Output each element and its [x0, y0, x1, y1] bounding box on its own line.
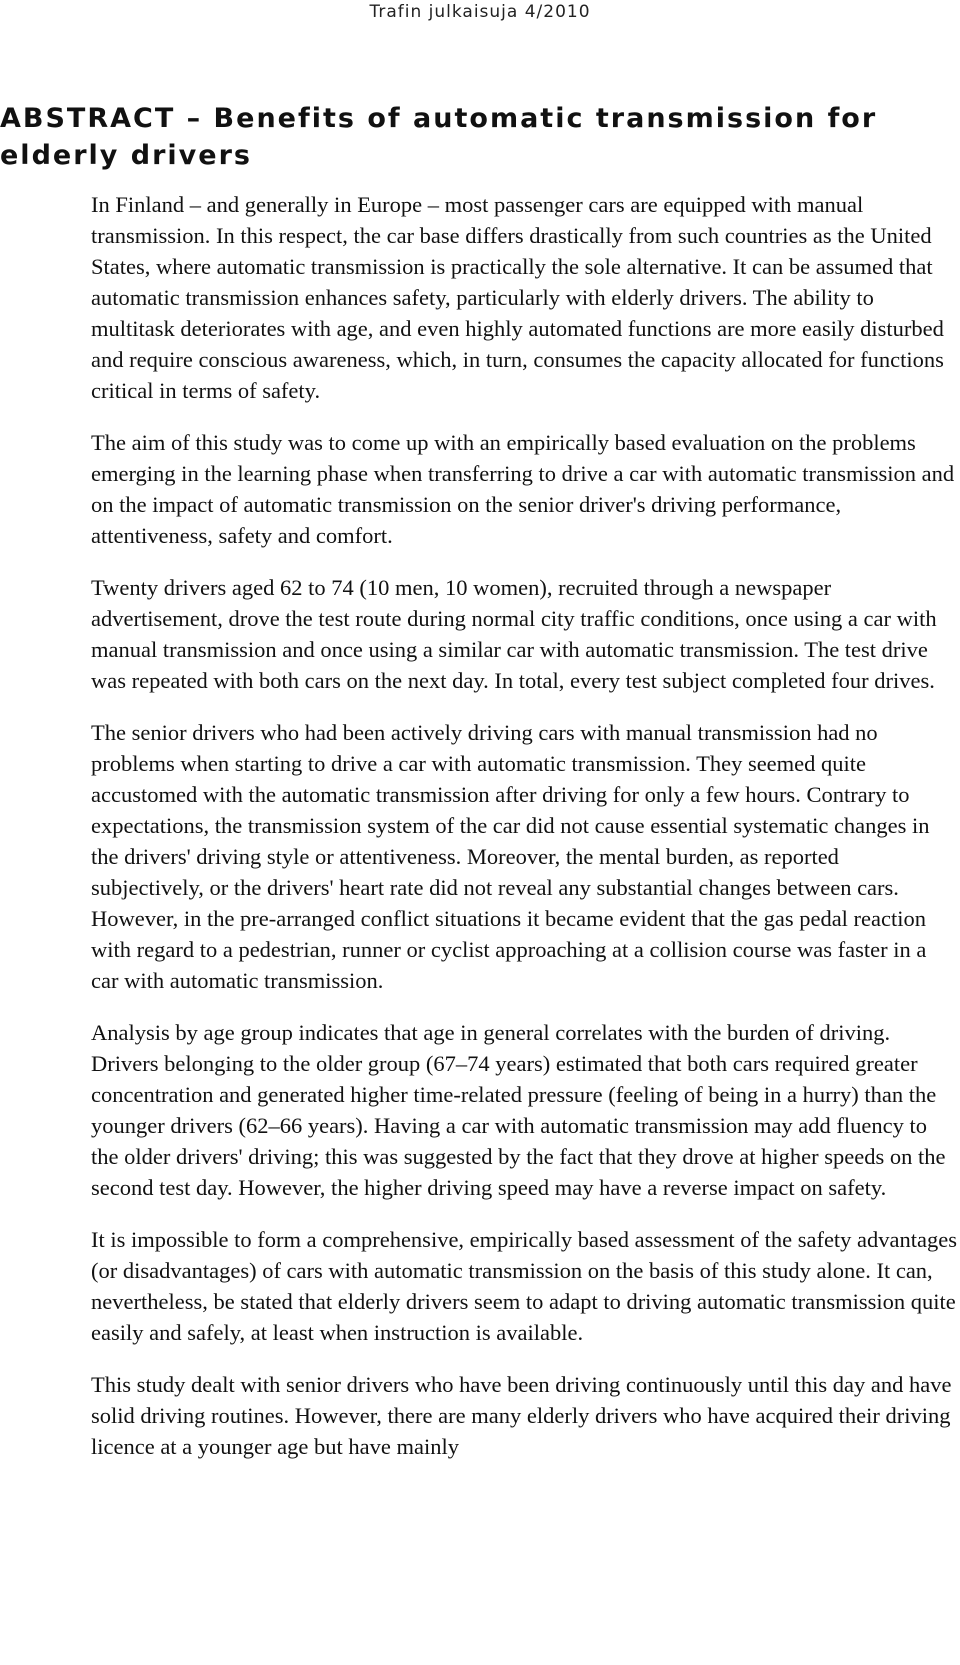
- paragraph-results: The senior drivers who had been actively driving cars with manual transmission had no problems when starting to drive a car with automatic transmission. They seemed quite accustomed with the automatic transmission after driving for only a few hours. Contrary to expectations, the transmission system of the car did not cause essential systematic changes in the drivers' driving style or attentiveness. Moreover, the mental burden, as reported subjectively, or the drivers' heart rate did not reveal any substantial changes between cars. However, in the pre-arranged conflict situations it became evident that the gas pedal reaction with regard to a pedestrian, runner or cyclist approaching at a collision course was faster in a car with automatic transmission.: [91, 720, 930, 993]
- paragraph-conclusion: It is impossible to form a comprehensive, empirically based assessment of the safety advantages (or disadvantages) of cars with automatic transmission on the basis of this study alone. It can, nevertheless, be stated that elderly drivers seem to adapt to driving automatic transmission quite easily and safely, at least when instruction is available.: [91, 1227, 958, 1345]
- paragraph-method: Twenty drivers aged 62 to 74 (10 men, 10 women), recruited through a newspaper advertisement, drove the test route during normal city traffic conditions, once using a car with manual transmission and once using a similar car with automatic transmission. The test drive was repeated with both cars on the next day. In total, every test subject completed four drives.: [91, 575, 937, 693]
- paragraph-intro: In Finland – and generally in Europe – most passenger cars are equipped with manual transmission. In this respect, the car base differs drastically from such countries as the United States, where automatic transmission is practically the sole alternative. It can be assumed that automatic transmission enhances safety, particularly with elderly drivers. The ability to multitask deteriorates with age, and even highly automated functions are more easily disturbed and require conscious awareness, which, in turn, consumes the capacity allocated for functions critical in terms of safety.: [91, 192, 944, 403]
- paragraph-aim: The aim of this study was to come up with an empirically based evaluation on the problems emerging in the learning phase when transferring to drive a car with automatic transmission and on the impact of automatic transmission on the senior driver's driving performance, attentiveness, safety and comfort.: [91, 430, 955, 548]
- running-header: Trafin julkaisuja 4/2010: [369, 2, 591, 22]
- abstract-title: ABSTRACT – Benefits of automatic transmission for elderly drivers: [0, 103, 878, 171]
- paragraph-age-analysis: Analysis by age group indicates that age in general correlates with the burden of driving. Drivers belonging to the older group (67–74 years) estimated that both cars required greater concentration and generated higher time-related pressure (feeling of being in a hurry) than the younger drivers (62–66 years). Having a car with automatic transmission may add fluency to the older drivers' driving; this was suggested by the fact that they drove at higher speeds on the second test day. However, the higher driving speed may have a reverse impact on safety.: [91, 1020, 946, 1200]
- paragraph-limitations: This study dealt with senior drivers who have been driving continuously until this day and have solid driving routines. However, there are many elderly drivers who have acquired their driving licence at a younger age but have mainly: [91, 1372, 952, 1459]
- abstract-body: [91, 189, 957, 1483]
